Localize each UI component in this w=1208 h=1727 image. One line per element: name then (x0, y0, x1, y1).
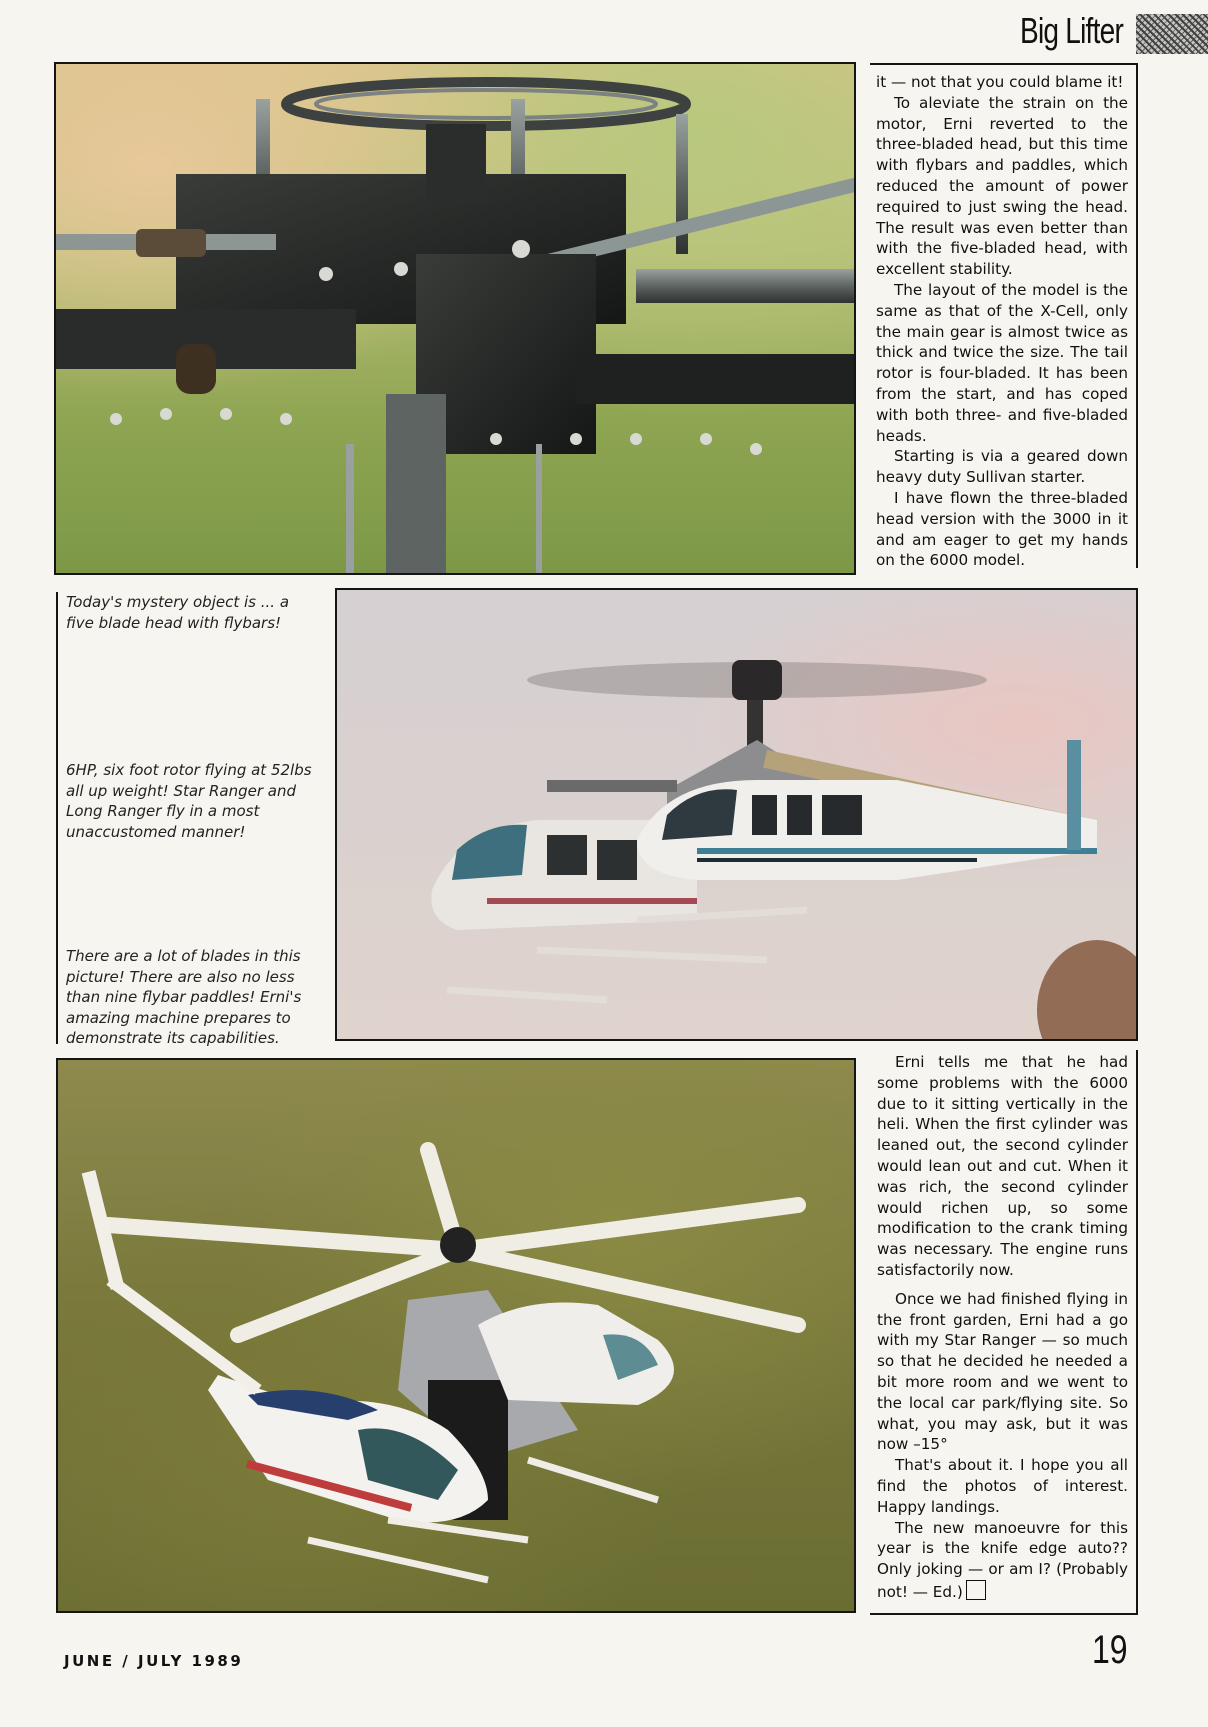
grounded-helicopters-illustration (58, 1060, 856, 1613)
paragraph: To aleviate the strain on the motor, Erni reverted to the three-bladed head, but this time with flybars and paddles, which reduced the amount of power required to just swing the head. The result was even better than with the five-bladed head, with excellent stability. (876, 93, 1128, 279)
article-column-bottom (877, 1052, 1128, 1603)
paragraph (877, 1518, 1128, 1603)
top-column-top-rule (870, 63, 1138, 65)
caption-flying-helicopters: 6HP, six foot rotor flying at 52lbs all up weight! Star Ranger and Long Ranger fly in a most unaccustomed manner! (66, 761, 312, 841)
photo-helicopters-flying (335, 588, 1138, 1041)
article-column-top (876, 72, 1128, 571)
paragraph: Erni tells me that he had some problems with the 6000 due to it sitting vertically in the heli. When the first cylinder was leaned out, the second cylinder would lean out and cut. When it was rich, the second cylinder would richen up, so some modification to the crank timing was necessary. The engine runs satisfactorily now. (877, 1053, 1128, 1279)
caption-mystery-object: Today's mystery object is ... a five blade head with flybars! (66, 593, 290, 632)
paragraph: Starting is via a geared down heavy duty Sullivan starter. (876, 447, 1128, 487)
issue-date: JUNE / JULY 1989 (64, 1652, 244, 1670)
caption-column-left-rule (56, 592, 58, 1044)
rotor-head-illustration (56, 64, 856, 575)
paragraph: I have flown the three-bladed head version with the 3000 in it and am eager to get my hands on the 6000 model. (876, 488, 1128, 570)
bottom-column-right-rule (1136, 1050, 1138, 1615)
top-column-right-rule (1136, 63, 1138, 568)
end-of-article-square-icon (966, 1580, 986, 1600)
photo-rotor-head-closeup (54, 62, 856, 575)
flying-helicopters-illustration (337, 590, 1138, 1041)
photo-helicopters-on-grass (56, 1058, 856, 1613)
bottom-column-bottom-rule (870, 1613, 1138, 1615)
paragraph: The layout of the model is the same as that of the X-Cell, only the main gear is almost twice as thick and twice the size. The tail rotor is four-bladed. It has been from the start, and has coped with both three- and five-bladed heads. (876, 280, 1128, 445)
halftone-pattern-icon (1136, 14, 1208, 54)
section-title: Big Lifter (1020, 10, 1124, 51)
paragraph: That's about it. I hope you all find the photos of interest. Happy landings. (877, 1456, 1128, 1516)
page-number: 19 (1092, 1628, 1128, 1672)
paragraph: it — not that you could blame it! (876, 73, 1124, 91)
paragraph: Once we had finished flying in the front garden, Erni had a go with my Star Ranger — so much so that he decided he needed a bit more room and we went to the local car park/flying site. So what, you may ask, but it was now –15° (877, 1289, 1128, 1454)
paragraph-text: The new manoeuvre for this year is the knife edge auto?? Only joking — or am I? (Probably not! — Ed.) (877, 1518, 1128, 1601)
caption-blades-on-grass: There are a lot of blades in this picture! There are also no less than nine flybar paddles! Erni's amazing machine prepares to demonstrate its capabilities. (66, 947, 302, 1047)
